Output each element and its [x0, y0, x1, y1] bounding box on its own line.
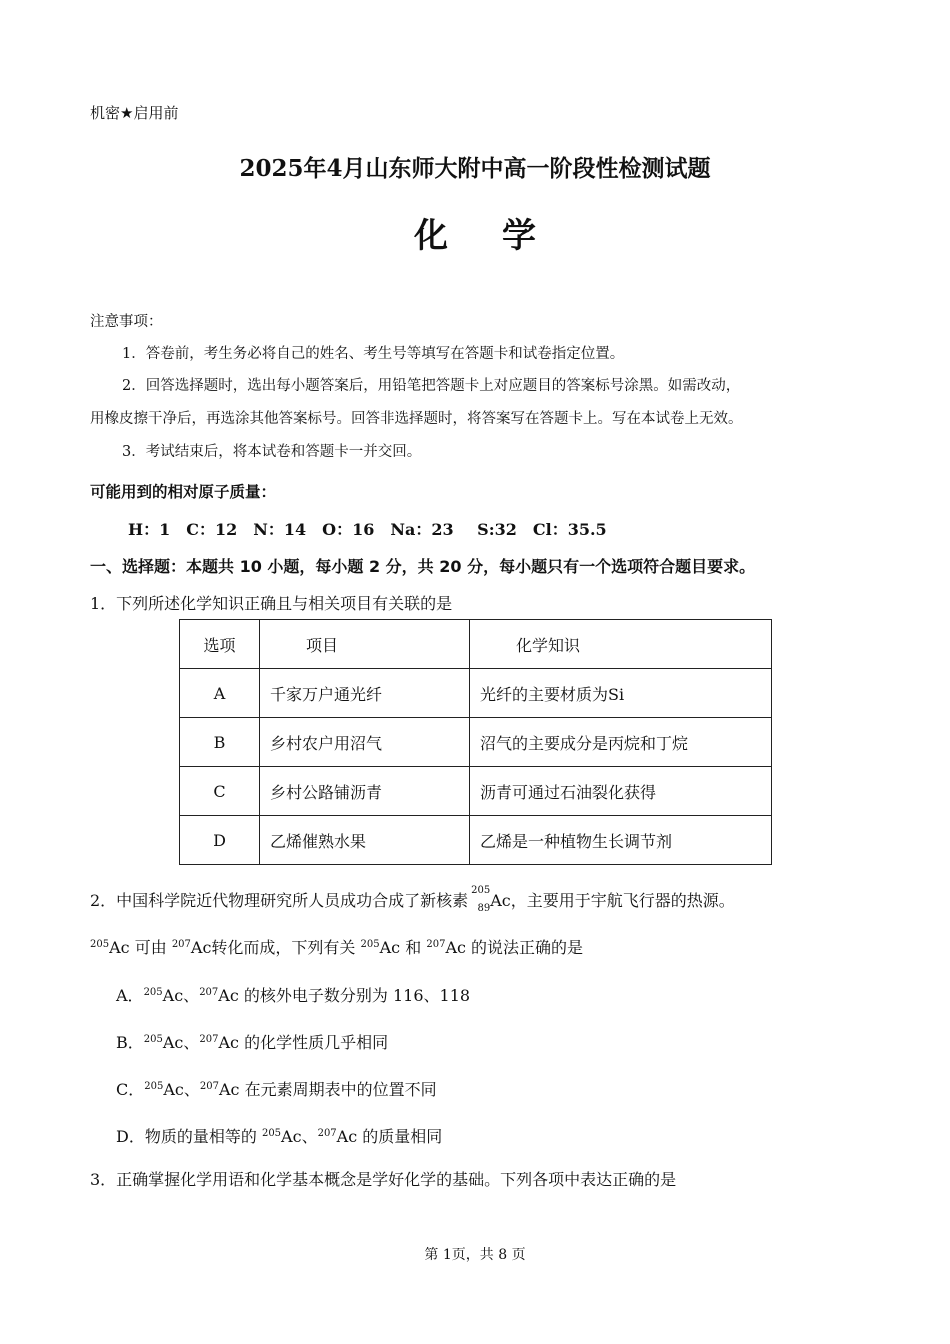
- question-1-stem: 1．下列所述化学知识正确且与相关项目有关联的是: [90, 594, 453, 613]
- table-cell: 乡村农户用沼气: [260, 718, 470, 767]
- table-cell: 光纤的主要材质为Si: [470, 669, 772, 718]
- table-row: [180, 669, 772, 718]
- table-cell: C: [180, 767, 260, 816]
- section-1-heading: 一、选择题：本题共 10 小题，每小题 2 分，共 20 分，每小题只有一个选项符合题目要求。: [90, 557, 756, 576]
- table-cell: D: [180, 816, 260, 865]
- table-header-cell: 项目: [260, 620, 470, 669]
- table-cell: 沼气的主要成分是丙烷和丁烷: [470, 718, 772, 767]
- exam-title: 2025年4月山东师大附中高一阶段性检测试题: [239, 155, 711, 182]
- notice-item-3: 3．考试结束后，将本试卷和答题卡一并交回。: [122, 444, 422, 460]
- table-cell: B: [180, 718, 260, 767]
- confidential-label: 机密★启用前: [90, 104, 179, 122]
- notice-item-2-line-2: 用橡皮擦干净后，再选涂其他答案标号。回答非选择题时，将答案写在答题卡上。写在本试卷上无效。: [90, 411, 743, 427]
- question-2-option-c: C．$^{205}$Ac、$^{207}$Ac 在元素周期表中的位置不同: [116, 1080, 437, 1099]
- table-cell: 沥青可通过石油裂化获得: [470, 767, 772, 816]
- question-3-stem: 3．正确掌握化学用语和化学基本概念是学好化学的基础。下列各项中表达正确的是: [90, 1170, 677, 1189]
- question-2-option-a: A．$^{205}$Ac、$^{207}$Ac 的核外电子数分别为 116、118: [116, 986, 471, 1005]
- question-2-option-d: D．物质的量相等的 $^{205}$Ac、$^{207}$Ac 的质量相同: [116, 1127, 443, 1146]
- page-number: 第 1页，共 8 页: [424, 1247, 526, 1263]
- nuclide-notation: 205 89: [471, 885, 491, 914]
- table-row: [180, 816, 772, 865]
- table-row: [180, 767, 772, 816]
- table-header-row: [180, 620, 772, 669]
- table-cell: 千家万户通光纤: [260, 669, 470, 718]
- table-cell: A: [180, 669, 260, 718]
- table-header-cell: 选项: [180, 620, 260, 669]
- subject-title: 化学: [414, 216, 590, 256]
- table-row: [180, 718, 772, 767]
- question-2-stem-line-1: 2．中国科学院近代物理研究所人员成功合成了新核素 205 89 Ac，主要用于宇航飞行器的热源。: [90, 885, 735, 914]
- table-cell: 乙烯是一种植物生长调节剂: [470, 816, 772, 865]
- atomic-mass-values: H：1 C：12 N：14 O：16 Na：23 S:32 Cl：35.5: [128, 520, 607, 539]
- notice-item-1: 1．答卷前，考生务必将自己的姓名、考生号等填写在答题卡和试卷指定位置。: [122, 346, 625, 362]
- question-2-stem-line-2: $^{205}$Ac 可由 $^{207}$Ac转化而成，下列有关 $^{205}$Ac 和 $^{207}$Ac 的说法正确的是: [90, 938, 584, 957]
- notice-heading: 注意事项：: [90, 314, 163, 330]
- question-2-option-b: B．$^{205}$Ac、$^{207}$Ac 的化学性质几乎相同: [116, 1033, 389, 1052]
- notice-item-2-line-1: 2．回答选择题时，选出每小题答案后，用铅笔把答题卡上对应题目的答案标号涂黑。如需改动，: [122, 378, 741, 394]
- table-cell: 乡村公路铺沥青: [260, 767, 470, 816]
- question-1-table: [179, 619, 772, 865]
- table-header-cell: 化学知识: [470, 620, 772, 669]
- table-cell: 乙烯催熟水果: [260, 816, 470, 865]
- atomic-mass-heading: 可能用到的相对原子质量：: [90, 483, 277, 501]
